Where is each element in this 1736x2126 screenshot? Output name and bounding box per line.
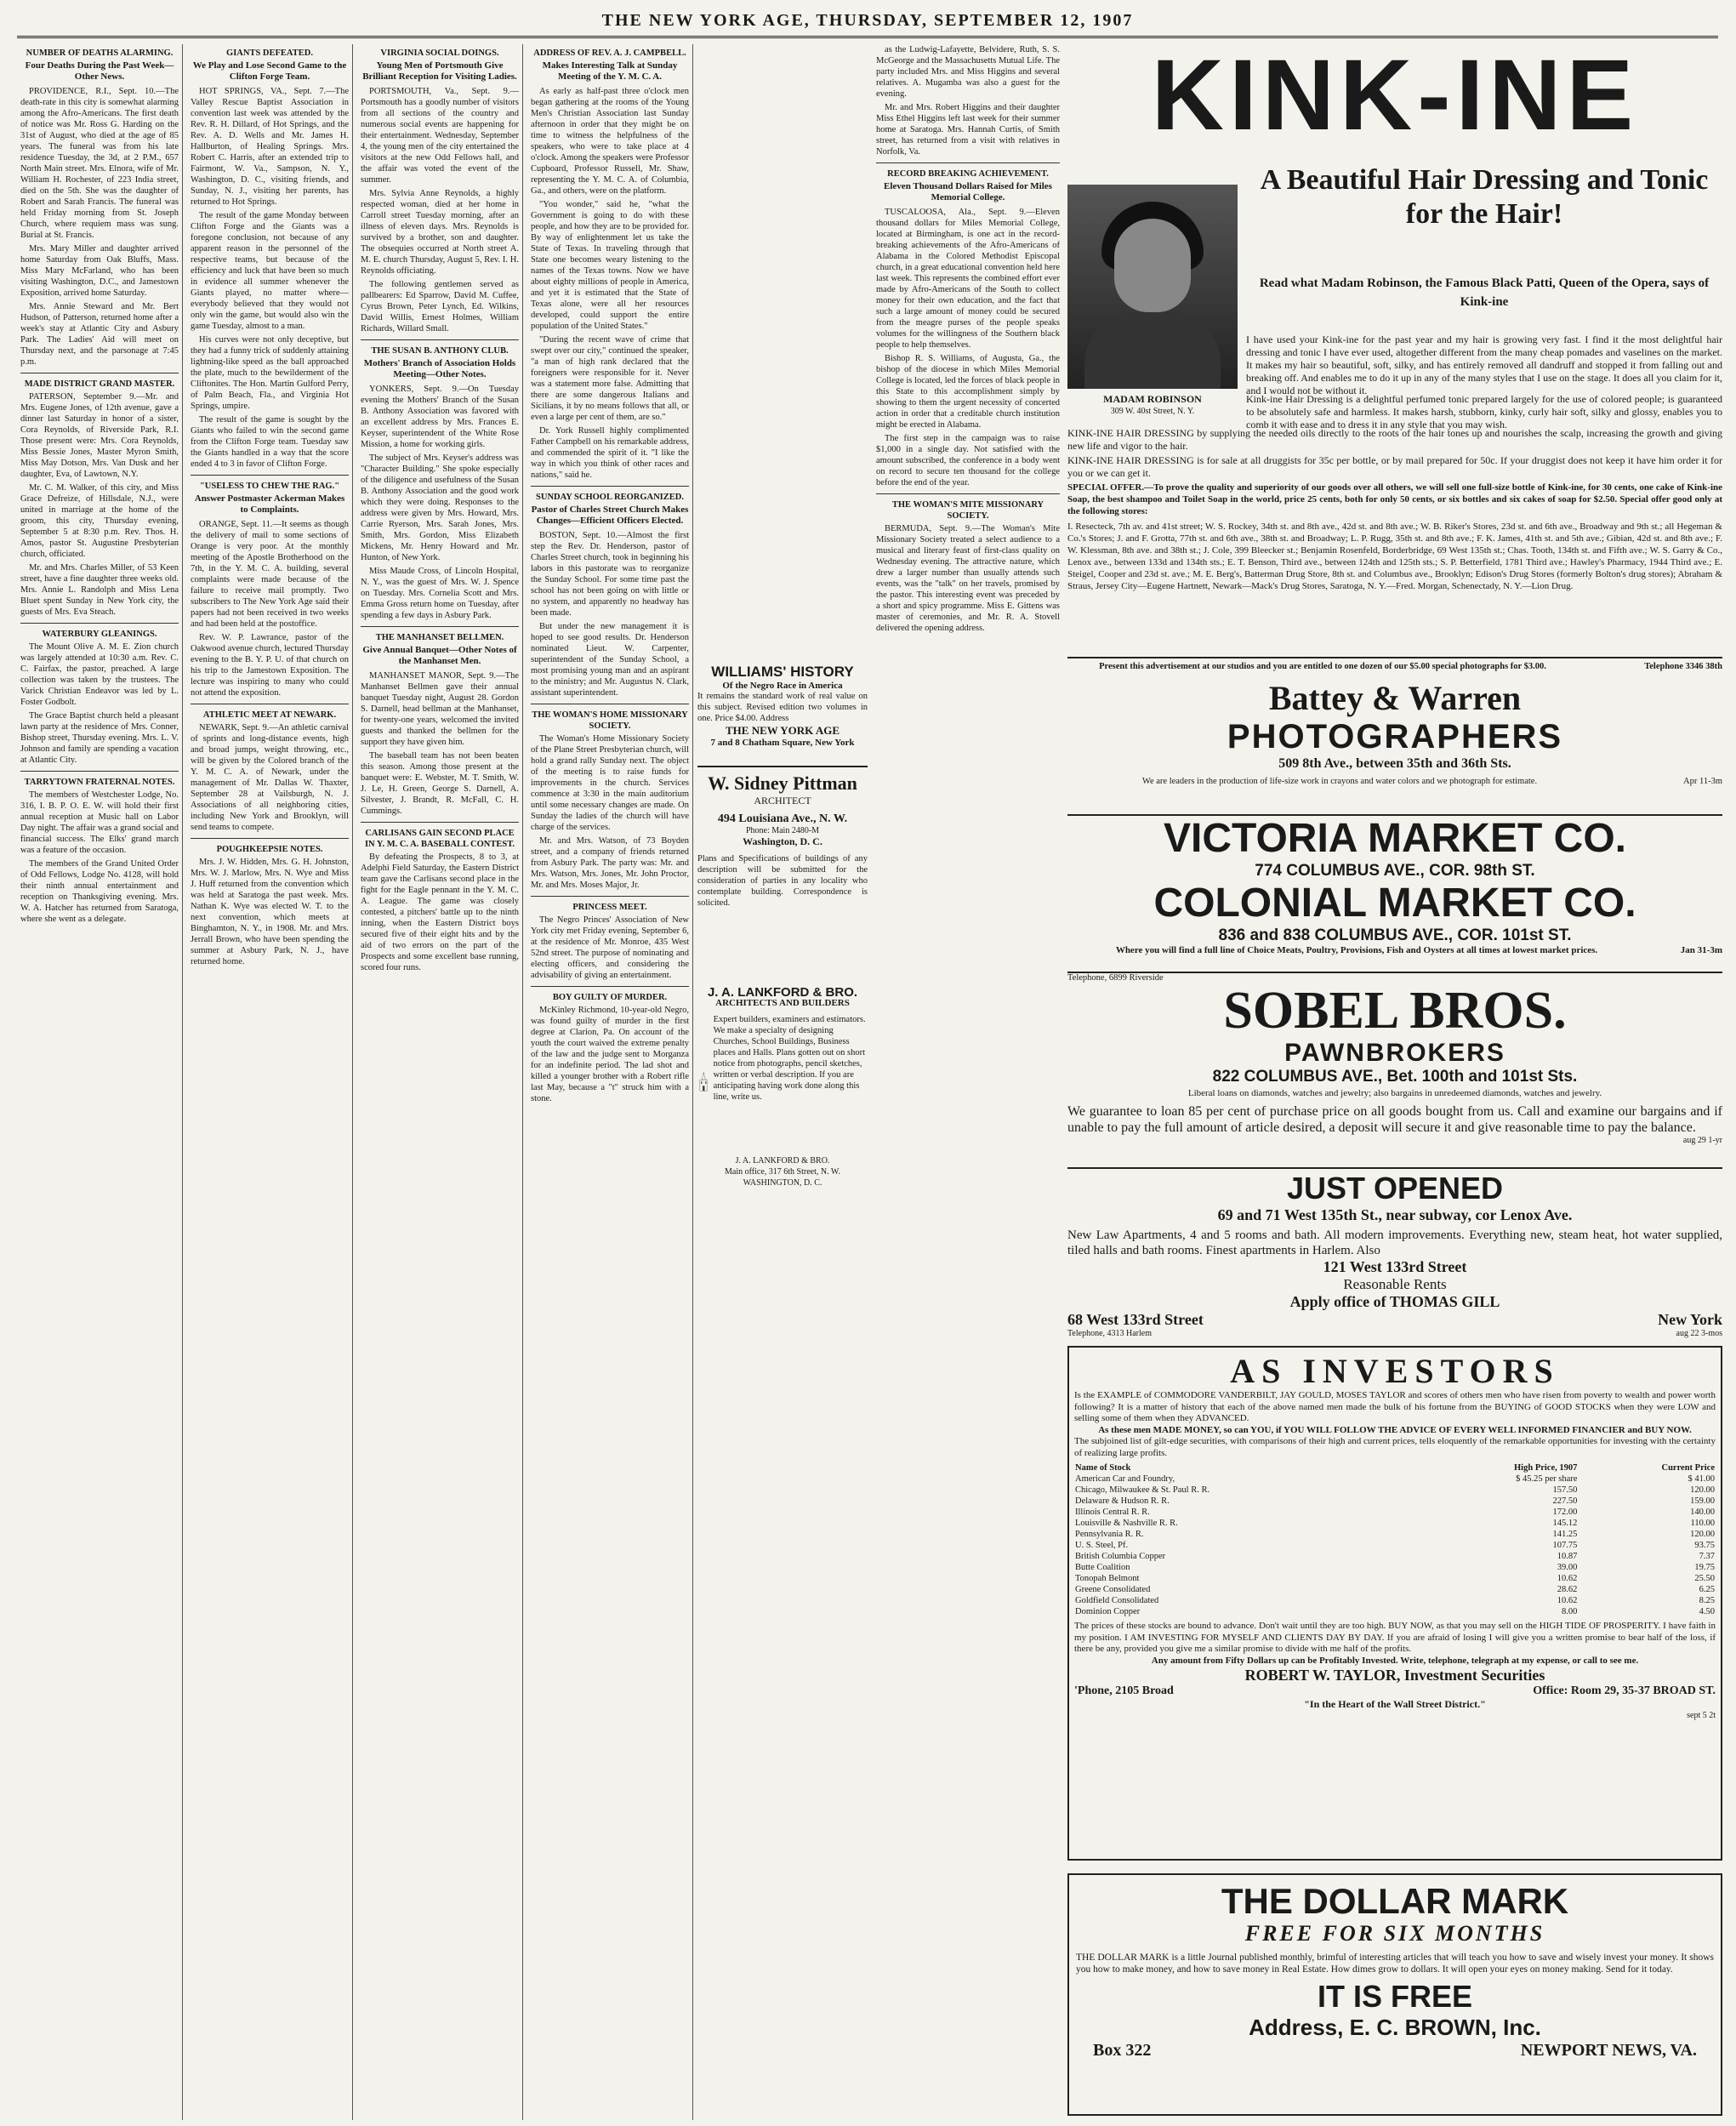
advertisements [1067,39,1722,2120]
stock-current: 110.00 [1690,1519,1715,1528]
kinkine-body3: KINK-INE HAIR DRESSING is for sale at all druggists for 35c per bottle, or by mail prepared for 50c. If your druggist does not keep it have him order it for you or we can get it. [1067,454,1722,479]
article-headline: THE MANHANSET BELLMEN. [375,633,504,642]
kinkine-stores: I. Resecteck, 7th av. and 41st street; W. S. Rockey, 34th st. and 8th ave., 42d st. and 8th ave.; W. B. Riker's Stores, 23d st. and 6th ave., Broadway and 9th st.; all Hegeman & Co.'s Stores; J. and F. Grotta, 77th st. and 6th ave., 38th st. and Broadway; L. P. Rugg, 35th st. and 8th ave.; F. K. James, 41th st. and 5th ave.; Gibian, 42d st. and 8th ave.; F. W. Klessman, 8th ave. and 38th st.; J. Cole, 399 Bleecker st.; Benjamin Rosenfeld, Borderbridge, 69 West 135th st.; Chas. Tooth, 134th st. and Fifth ave.; W. S. Garry & Co., Lenox ave., between 133d and 134th sts.; E. T. Benson, Third ave., between 124th and 125th sts.; S. P. Betterfield, 1781 Third ave.; Hawley's Pharmacy, 1944 Third ave.; E. Steigel, Cooper and 23d st. ave.; M. E. Berg's, Batterman Drug Store, 8th st. and Columbus ave., Brooklyn; Edison's Drug Stores (formerly Bolton's drug stores); Abraham & Straus, Jersey City—Eugene Hartnett, Newark—Mack's Drug Stores, Saratoga, N. Y.—Fred. Morgan, Schenectady, N. Y.—Lion Drug. [1067,522,1722,591]
opened-apply: Apply office of THOMAS GILL [1289,1293,1500,1310]
stock-name: British Columbia Copper [1075,1552,1166,1561]
sobel-title: PAWNBROKERS [1284,1039,1505,1067]
column-rule [361,339,519,340]
column-rule [20,771,179,772]
stock-current: 93.75 [1694,1541,1715,1550]
stock-high: 10.87 [1557,1552,1578,1561]
battey-phone: Telephone 3346 38th [1644,662,1722,671]
article-paragraph: Dr. York Russell highly complimented Father Campbell on his remarkable address, and commended the spirit of it. "I like the way in which you think of other races and nations," said he. [531,426,689,480]
stock-table [1074,1462,1716,1617]
article-paragraph: The subject of Mrs. Keyser's address was "Character Building." She spoke especially of the diligence and usefulness of the Susan B. Anthony Association and the good work which they were doing. Responses to the address were given by Mrs. Howard, Mrs. Carrie Ryerson, Mrs. Sarah Jones, Mrs. Smith, Mrs. Gordon, Miss Elizabeth Mickens, Mr. Henry Howard and Mr. Hunton, of New York. [361,453,519,562]
column-rule [876,493,1060,494]
investors-body2: As these men MADE MONEY, so can YOU, if YOU WILL FOLLOW THE ADVICE OF EVERY WELL INFORMED FINANCIER and BUY NOW. [1098,1424,1692,1435]
stock-col-high: High Price, 1907 [1514,1463,1578,1473]
article-headline: POUGHKEEPSIE NOTES. [216,845,323,854]
stock-high: 10.62 [1557,1596,1578,1605]
column-rule [531,486,689,487]
church-illustration-icon [697,1014,710,1150]
article-headline: PRINCESS MEET. [572,903,647,912]
investors-body: Is the EXAMPLE of COMMODORE VANDERBILT, JAY GOULD, MOSES TAYLOR and scores of others men who have risen from poverty to wealth and power worth following? It is a matter of history that each of the above named men made the bulk of his fortune from the BUYING of GOOD STOCKS when they were LOW and selling some of them when they ADVANCED. [1074,1390,1716,1423]
dollar-city: NEWPORT NEWS, VA. [1520,2041,1697,2060]
article-subhead: Young Men of Portsmouth Give Brilliant Reception for Visiting Ladies. [362,60,517,82]
article-paragraph: Mr. and Mrs. Watson, of 73 Boyden street, and a company of friends returned from Asbury Park. The party was: Mr. and Mrs. Watson, Mrs. Jones, Mr. John Proctor, Mr. and Mrs. Moses Major, Jr. [531,836,689,890]
kinkine-caption-name: MADAM ROBINSON [1103,393,1202,405]
article-subhead: Mothers' Branch of Association Holds Meeting—Other Notes. [363,358,516,379]
column-rule [361,626,519,627]
stock-col-current: Current Price [1661,1463,1715,1473]
stock-current: 6.25 [1699,1585,1715,1594]
opened-rents: Reasonable Rents [1343,1276,1447,1292]
article-headline: THE SUSAN B. ANTHONY CLUB. [371,346,509,356]
article-subhead: We Play and Lose Second Game to the Clifton Forge Team. [192,60,347,82]
article-paragraph: The members of Westchester Lodge, No. 316, I. B. P. O. E. W. will hold their first annual reception at Music hall on Labor Day night. The affair was a grand social and financial success. The Elks' grand march was a feature of the occasion. [20,790,179,855]
article-paragraph: PATERSON, September 9.—Mr. and Mrs. Eugene Jones, of 12th avenue, gave a dinner last Saturday in honor of a sister, Cora Reynolds, of Riverside Park, R.I. Those present were: Mrs. Cora Reynolds, Miss Bessie Jones, Master Myron Smith, Miss May Dotson, Mrs. Van Dusk and her daughter, Eva, of Lawtown, N.Y. [20,392,179,479]
article-headline: NUMBER OF DEATHS ALARMING. [26,48,174,58]
article-paragraph: Mrs. Mary Miller and daughter arrived home Saturday from Oak Bluffs, Mass. Miss Mary McFarland, who has been visiting Washington, D.C., and Jamestown Exposition, arrived home Saturday. [20,244,179,298]
victoria-ad [1067,814,1722,959]
williams-title: WILLIAMS' HISTORY [711,664,854,680]
article-paragraph: The following gentlemen served as pallbearers: Ed Sparrow, David M. Cuffee, Cyrus Brown, Peter Lynch, Ed. Wilkins, David Willis, Ernest Holmes, William Richards, Willard Small. [361,280,519,333]
pittman-phone: Phone: Main 2480-M [745,826,820,835]
article-headline: THE WOMAN'S MITE MISSIONARY SOCIETY. [891,500,1044,521]
williams-sub: Of the Negro Race in America [722,681,843,691]
stock-row [1074,1485,1716,1496]
opened-city: New York [1658,1311,1722,1328]
kinkine-body1: Kink-ine Hair Dressing is a delightful perfumed tonic prepared largely for the use of colored people; is guaranteed to be absolutely safe and harmless. It makes harsh, stubborn, kinky, curly hair soft, silky and glossy, enables you to comb it with ease and to dress it in any style that you may wish. [1246,393,1722,430]
article-paragraph: The baseball team has not been beaten this season. Among those present at the banquet were: E. Webster, M. T. Smith, W. J. Le, H. Green, George S. Darnell, A. Silvester, J. Brandt, R. McFall, C. H. Cummings. [361,751,519,816]
stock-current: $ 41.00 [1688,1474,1715,1484]
article-headline: "USELESS TO CHEW THE RAG." [199,482,340,491]
sobel-date: aug 29 1-yr [1682,1136,1722,1145]
article-paragraph: PORTSMOUTH, Va., Sept. 9.—Portsmouth has a goodly number of visitors from all sections of the country and numerous social events are happening for their entertainment. Wednesday, September 4, the young men of the city entertained the visitors at the new Odd Fellows hall, and the affair was voted the event of the summer. [361,87,519,185]
column-rule [20,623,179,624]
lankford-foot: J. A. LANKFORD & BRO. [735,1156,830,1166]
article-headline: CARLISANS GAIN SECOND PLACE IN Y. M. C. A. BASEBALL CONTEST. [364,829,515,849]
news-column-2 [187,44,353,2120]
dollar-box: Box 322 [1093,2041,1152,2060]
column-rule [361,822,519,823]
williams-ad [697,664,868,748]
article-headline: RECORD BREAKING ACHIEVEMENT. [887,169,1049,179]
article-subhead: Answer Postmaster Ackerman Makes to Complaints. [194,493,345,515]
sobel-ad [1067,972,1722,1159]
stock-name: U. S. Steel, Pf. [1075,1541,1129,1550]
williams-body: It remains the standard work of real value on this subject. Revised edition two volumes in one. Price $4.00. Address [697,692,868,723]
article-paragraph: The Negro Princes' Association of New York city met Friday evening, September 6, at the residence of Mr. Monroe, 435 West 52nd street. The purpose of nominating and electing officers, and considering the advisability of giving an entertainment. [531,915,689,980]
battey-ad [1067,657,1722,801]
article-paragraph: HOT SPRINGS, VA., Sept. 7.—The Valley Rescue Baptist Association in convention last week was attended by the Rev. R. H. Dillard, of Hot Springs, and the Rev. A. D. Wells and Mr. James H. Hallburton, of Healing Springs. Mrs. Robert C. Harris, after an extended trip to Fairmont, W. Va., Sampson, N. Y., Washington, D. C., visiting friends, and Sunday, N. J., visiting her parents, has returned to Hot Springs. [191,87,349,207]
article-headline: WATERBURY GLEANINGS. [42,630,157,639]
kinkine-body2: KINK-INE HAIR DRESSING by supplying the needed oils directly to the roots of the hair tones up and nourishes the scalp, increasing the growth and giving new life and vigor to the hair. [1067,427,1722,452]
stock-name: Chicago, Milwaukee & St. Paul R. R. [1075,1485,1210,1495]
pittman-title: ARCHITECT [754,795,811,807]
article-headline: BOY GUILTY OF MURDER. [552,993,668,1002]
stock-high: 141.25 [1552,1530,1578,1539]
stock-high: 157.50 [1552,1485,1578,1495]
article-paragraph: TUSCALOOSA, Ala., Sept. 9.—Eleven thousand dollars for Miles Memorial College, located at Birmingham, is one act in the record-breaking achievements of the Afro-Americans of Alabama in the Colored Methodist Episcopal church, in a great educational convention held here last week. This represents the combined effort ever made by Afro-Americans of the South to collect money for their own education, and the fact that such a large amount of money could be secured from the meagre purses of the people speaks volumes for the willingness of the Southern black people to help themselves. [876,208,1060,350]
article-paragraph: MANHANSET MANOR, Sept. 9.—The Manhanset Bellmen gave their annual banquet Tuesday night, August 28. Gordon S. Darnell, head bellman at the Manhanset, for twenty-one years, welcomed the invited guests and thanked the bellmen for the support they have given him. [361,671,519,747]
article-headline: ATHLETIC MEET AT NEWARK. [202,710,337,720]
article-headline: THE WOMAN'S HOME MISSIONARY SOCIETY. [532,710,688,731]
article-paragraph: as the Ludwig-Lafayette, Belvidere, Ruth, S. S. McGeorge and the Massachusetts Mutual Life. The party included Mrs. and Miss Higgins and several relatives. A. Mugamba was also a guest for the evening. [876,45,1060,99]
article-paragraph: The result of the game Monday between Clifton Forge and the Giants was a foregone conclusion, not because of any apparent reason in the personnel of the respective teams, but because of the efficiency and luck that have been so much in evidence all summer whenever the Giants played, no matter where—everybody believed that they would not only win the game, but would also win the game Tuesday, almost to a man. [191,211,349,331]
article-paragraph: Mr. C. M. Walker, of this city, and Miss Grace Defreize, of Hillsdale, N.J., were united in marriage at the home of the groom, this city, Thursday evening, September 5 at 8:30 p.m. Rev. Thos. H. Amos, pastor St. Augustine Presbyterian church, officiated. [20,483,179,559]
article-paragraph: Bishop R. S. Williams, of Augusta, Ga., the bishop of the diocese in which Miles Memorial College is located, led the forces of black people in this State to this accomplishment simply by showing to them the urgent necessity of concerted action in order that a creditable church institution might be erected in Alabama. [876,354,1060,430]
opened-address: 69 and 71 West 135th St., near subway, cor Lenox Ave. [1217,1206,1573,1223]
lankford-name: J. A. LANKFORD & BRO. [707,985,858,1000]
article-paragraph: The first step in the campaign was to raise $1,000 in a single day. Not satisfied with the amount subscribed, the conference in a body went on record to secure ten thousand for the college before the end of the year. [876,434,1060,487]
stock-row [1074,1595,1716,1606]
madam-robinson-portrait [1067,185,1238,389]
stock-name: Tonopah Belmont [1075,1574,1140,1583]
stock-name: Greene Consolidated [1075,1585,1151,1594]
stock-current: 140.00 [1690,1508,1715,1517]
article-paragraph: The Grace Baptist church held a pleasant lawn party at the residence of Mrs. Conner, Bishop street, Thursday evening. Mrs. L. V. Johnson and family are spending a vacation at Atlantic City. [20,711,179,765]
stock-row [1074,1540,1716,1551]
stock-row [1074,1518,1716,1529]
pittman-address: 494 Louisiana Ave., N. W. [717,812,848,825]
investors-name: ROBERT W. TAYLOR, Investment Securities [1244,1667,1545,1684]
stock-name: Dominion Copper [1075,1607,1141,1616]
opened-street: 121 West 133rd Street [1323,1258,1467,1275]
stock-name: Illinois Central R. R. [1075,1508,1150,1517]
victoria-line3: COLONIAL MARKET CO. [1153,881,1636,926]
victoria-line2: 774 COLUMBUS AVE., COR. 98th ST. [1255,862,1535,880]
article-paragraph: BERMUDA, Sept. 9.—The Woman's Mite Missionary Society treated a select audience to a musical and literary feast of first-class quality on Wednesday evening. The attractive nature, which drew a larger number than usually attends such events, was the "talk" on her travels, promised by the pastor. This interesting event was preceded by a short and spicy programme. Miss E. Gittens was master of ceremonies, and Mr. R. A. Stovell delivered the opening address. [876,524,1060,633]
stock-current: 120.00 [1690,1485,1715,1495]
article-paragraph: Mr. and Mrs. Charles Miller, of 53 Keen street, have a fine daughter three weeks old. Mrs. Annie L. Randolph and Miss Lena Bluet spent Sunday in New York city, the guests of Mrs. Eva Steach. [20,563,179,617]
williams-address: 7 and 8 Chatham Square, New York [710,738,855,748]
lankford-ad [697,987,868,1302]
article-paragraph: Mrs. Annie Steward and Mr. Bert Hudson, of Patterson, returned home after a week's stay at Atlantic City and Asbury Park. The Ladies' Aid will meet on Thursday next, and the parsonage at 7:45 p.m. [20,302,179,367]
article-headline: SUNDAY SCHOOL REORGANIZED. [536,493,684,502]
article-headline: GIANTS DEFEATED. [226,48,313,58]
stock-high: 8.00 [1562,1607,1578,1616]
kinkine-ad [1067,39,1722,640]
article-paragraph: Mr. and Mrs. Robert Higgins and their daughter Miss Ethel Higgins left last week for their summer home at Saratoga. Mrs. Hannah Curtis, of Smith street, has returned from a visit with relatives in Norfolk, Va. [876,103,1060,157]
article-headline: ADDRESS OF REV. A. J. CAMPBELL. [533,48,686,58]
article-subhead: Eleven Thousand Dollars Raised for Miles Memorial College. [884,181,1052,202]
article-paragraph: The result of the game is sought by the Giants who failed to win the second game from the Clifton Forge team. Tuesday saw the Giants handled in a way that the score ended 4 to 3 in favor of Clifton Forge. [191,415,349,469]
dollar-ad [1067,1873,1722,2116]
battey-address: 509 8th Ave., between 35th and 36th Sts. [1278,756,1511,771]
stock-name: Butte Coalition [1075,1563,1130,1572]
pittman-city: Washington, D. C. [743,835,822,847]
stock-name: Goldfield Consolidated [1075,1596,1159,1605]
stock-high: 39.00 [1557,1563,1578,1572]
opened-addr2: 68 West 133rd Street [1067,1311,1204,1328]
article-paragraph: By defeating the Prospects, 8 to 3, at Adelphi Field Saturday, the Eastern District team gave the Carlisans second place in the fight for the Eagle pennant in the Y. M. C. A. League. The game was closely contested, a pitchers' battle up to the ninth inning, when the Eastern District boys secured five of their eight hits and by the aid of two errors on the part of the Prospects and some excellent base running, scored four runs. [361,852,519,972]
battey-name: Battey & Warren [1268,679,1522,717]
stock-high: $ 45.25 per share [1516,1474,1578,1484]
article-paragraph: YONKERS, Sept. 9.—On Tuesday evening the Mothers' Branch of the Susan B. Anthony Association was favored with an excellent address by Mrs. Frances E. Keyser, superintendent of the White Rose Mission, a home for working girls. [361,385,519,449]
column-rule [191,838,349,839]
stock-name: Louisville & Nashville R. R. [1075,1519,1178,1528]
opened-title: JUST OPENED [1286,1171,1504,1205]
dollar-body: THE DOLLAR MARK is a little Journal published monthly, brimful of interesting articles that will teach you how to save and wisely invest your money. It shows you how to make money, and how to save money in Real Estate. How dimes grow to dollars. It will open your eyes on money making. Send for it today. [1076,1952,1714,1975]
battey-note: We are leaders in the production of life-size work in crayons and water colors and we photograph for estimate. [1141,777,1538,786]
article-paragraph: As early as half-past three o'clock men began gathering at the rooms of the Young Men's Christian Association last Sunday afternoon in order that they might be on time to witness the helpfulness of the speakers, who were to take place at 4 o'clock. Among the speakers were Professor Cupboard, Professor Russell, Mr. Shaw, representing the Y. M. C. A. of Columbia, Ga., and others, were on the platform. [531,87,689,196]
stock-row [1074,1496,1716,1507]
article-paragraph: PROVIDENCE, R.I., Sept. 10.—The death-rate in this city is somewhat alarming among the Afro-Americans. The first death of notice was Mr. Ross G. Harding on the 31st of August, who died at the age of 85 years. The funeral was from his late residence Tuesday, the 3d, at 2 P.M., 657 North Main street. Mrs. Elnora, wife of Mr. William H. Rochester, of 223 India street, died on the 5th. She was the daughter of Robert and Sarah Francis. The funeral was held Friday morning from St. Joseph Church, where requiem mass was sung. Burial at St. Francis. [20,87,179,240]
dollar-title: THE DOLLAR MARK [1221,1881,1569,1921]
lankford-foot2: Main office, 317 6th Street, N. W. [725,1167,840,1177]
stock-current: 120.00 [1690,1530,1715,1539]
investors-body4: The prices of these stocks are bound to advance. Don't wait until they are too high. BUY NOW, as that you may sell on the HIGH TIDE OF PROSPERITY. I have faith in my position. I AM INVESTING FOR MYSELF AND CLIENTS DAY BY DAY. If you are afraid of losing I will give you a written promise to bear half of the loss, if there be any, provided you give me a similar promise to divide with me half of the profits. [1074,1621,1716,1654]
investors-phone: 'Phone, 2105 Broad [1074,1684,1174,1697]
sobel-body: We guarantee to loan 85 per cent of purchase price on all goods bought from us. Call and examine our bargains and if unable to pay the full amount of article desired, a deposit will secure it and give reasonable time to pay the balance. [1067,1104,1722,1135]
stock-row [1074,1551,1716,1562]
masthead [17,5,1718,38]
article-paragraph: Miss Maude Cross, of Lincoln Hospital, N. Y., was the guest of Mrs. W. J. Spence on Tuesday. Mrs. Cornelia Scott and Mrs. Emma Gross return home on Tuesday, after spending a few days in Asbury Park. [361,567,519,620]
news-column-1 [17,44,183,2120]
opened-phone: Telephone, 4313 Harlem [1067,1329,1152,1338]
sobel-name: SOBEL BROS. [1223,982,1567,1040]
dollar-sub: FREE FOR SIX MONTHS [1244,1921,1545,1946]
stock-high: 28.62 [1557,1585,1578,1594]
article-subhead: Give Annual Banquet—Other Notes of the Manhanset Men. [362,645,517,666]
lankford-body: Expert builders, examiners and estimators. We make a specialty of designing Churches, School Buildings, Business places and Halls. Plans gotten out on short notice from photographs, pencil sketches, written or verbal description. If you are anticipating having work done along this line, write us. [713,1015,866,1102]
pittman-body: Plans and Specifications of buildings of any description will be submitted for the consideration of parties in any locality who contemplate building. Correspondence is solicited. [697,854,868,908]
stock-row [1074,1507,1716,1518]
article-subhead: Pastor of Charles Street Church Makes Changes—Efficient Officers Elected. [531,504,689,526]
dollar-address: Address, E. C. BROWN, Inc. [1249,2015,1541,2040]
column-rule [531,896,689,897]
sobel-phone: Telephone, 6899 Riverside [1067,973,1164,983]
article-paragraph: The members of the Grand United Order of Odd Fellows, Lodge No. 4128, will hold their ninth annual entertainment and reception on Thanksgiving evening. Mrs. W. A. Hatcher has returned from Saratoga, where she went as a delegate. [20,859,179,924]
lankford-sub: ARCHITECTS AND BUILDERS [715,998,850,1008]
column-rule [876,162,1060,163]
sobel-address: 822 COLUMBUS AVE., Bet. 100th and 101st Sts. [1212,1068,1578,1086]
column-rule [191,475,349,476]
investors-date: sept 5 2t [1687,1711,1716,1720]
article-headline: TARRYTOWN FRATERNAL NOTES. [24,778,175,787]
article-paragraph: "You wonder," said he, "what the Government is going to do with these people, and how they are to be provided for. By way of enlightenment let us take the State of Texas. In traveling through that State one becomes weary listening to the names of the Texas towns. Now we have about eighty millions of people in America, and yet it is estimated that the State of Texas alone, were all her resources developed, could support the entire population of the United States." [531,200,689,331]
opened-date: aug 22 3-mos [1676,1329,1722,1338]
news-column-4 [527,44,693,2120]
pittman-name: W. Sidney Pittman [708,772,857,794]
investors-ad [1067,1346,1722,1861]
article-paragraph: Rev. W. P. Lawrance, pastor of the Oakwood avenue church, lectured Thursday evening to the B. Y. P. U. of that church on his trip to the Jamestown Exposition. The lecture was inspiring to many who could not attend the exposition. [191,633,349,698]
column-rule [531,986,689,987]
stock-name: Delaware & Hudson R. R. [1075,1496,1170,1506]
news-column-3 [357,44,523,2120]
lankford-foot3: WASHINGTON, D. C. [743,1178,822,1188]
battey-title: PHOTOGRAPHERS [1227,718,1563,755]
battey-date: Apr 11-3m [1683,777,1722,786]
kinkine-brand: KINK-INE [1151,39,1639,151]
kinkine-testimonial: I have used your Kink-ine for the past year and my hair is growing very fast. I find it the most delightful hair dressing and tonic I have ever used, altogether different from the many cheap pomades and vaselines on the market. It makes my hair so beautiful, soft, silky, and has entirely removed all dandruff and stopped it from falling out and breaking off. And enables me to do it up in any of the many styles that I use on the stage. It does all you claim for it, and I would not be without it. [1246,333,1722,396]
stock-current: 8.25 [1699,1596,1715,1605]
sobel-line: Liberal loans on diamonds, watches and jewelry; also bargains in unredeemed diamonds, watches and jewelry. [1187,1088,1602,1098]
stock-current: 4.50 [1699,1607,1715,1616]
investors-office: Office: Room 29, 35-37 BROAD ST. [1533,1684,1716,1697]
article-paragraph: Mrs. J. W. Hidden, Mrs. G. H. Johnston, Mrs. W. J. Marlow, Mrs. N. Wye and Miss J. Huff returned from the convention which was held at Saratoga the past week. Mrs. Nathan K. Wye was elected W. T. to the next convention, which meets at Binghamton, N. Y., in 1908. Mr. and Mrs. Jerrall Brown, who have been spending the summer at Asbury Park, N. J., have returned home. [191,858,349,966]
stock-row [1074,1473,1716,1485]
stock-high: 227.50 [1552,1496,1578,1506]
stock-high: 10.62 [1557,1574,1578,1583]
stock-current: 7.37 [1699,1552,1715,1561]
news-columns [17,44,1063,2120]
stock-name: American Car and Foundry, [1075,1474,1175,1484]
article-headline: VIRGINIA SOCIAL DOINGS. [380,48,499,58]
article-paragraph: The Woman's Home Missionary Society of the Plane Street Presbyterian church, will hold a grand rally Sunday next. The object of the meeting is to raise funds for improvements in the church. Services commence at 3:30 in the main auditorium until some necessary changes are made. On Sunday the ladies of the church will have charge of the services. [531,734,689,832]
article-headline: MADE DISTRICT GRAND MASTER. [24,379,175,389]
stock-current: 19.75 [1694,1563,1715,1572]
stock-current: 159.00 [1690,1496,1715,1506]
victoria-line5: Where you will find a full line of Choice Meats, Poultry, Provisions, Fish and Oysters at all times at lowest market prices. [1115,945,1598,955]
victoria-line4: 836 and 838 COLUMBUS AVE., COR. 101st ST. [1218,926,1572,944]
victoria-line1: VICTORIA MARKET CO. [1163,816,1626,861]
opened-body: New Law Apartments, 4 and 5 rooms and bath. All modern improvements. Everything new, steam heat, hot water supplied, tiled halls and bath rooms. Finest apartments in Harlem. Also [1067,1228,1722,1257]
article-paragraph: ORANGE, Sept. 11.—It seems as though the delivery of mail to some sections of Orange is very poor. At the monthly meeting of the Apostle Brotherhood on the 7th, in the Y. M. C. A. building, several complaints were made because of the failure to receive mail promptly. Two subscribers to The New York Age said their papers had not been received in two weeks and had been held at the postoffice. [191,520,349,629]
article-paragraph: The Mount Olive A. M. E. Zion church was largely attended at 10:30 a.m. Rev. C. C. Fairfax, the pastor, preached. A large collection was taken by the trustees. The Varick Christian Endeavor was led by L. Foster Godbolt. [20,642,179,707]
kinkine-special: SPECIAL OFFER.—To prove the quality and superiority of our goods over all others, we will sell one full-size bottle of Kink-ine, for 30 cents, one cake of Kink-ine Soap, the best shampoo and Toilet Soap in the world, price 25 cents, both for only 50 cents, or six bottles and six cakes of soap for $2.50. Special offer good only at the following stores: [1067,482,1722,516]
stock-current: 25.50 [1694,1574,1715,1583]
stock-row [1074,1573,1716,1584]
stock-col-name: Name of Stock [1075,1463,1131,1473]
stock-name: Pennsylvania R. R. [1075,1530,1144,1539]
article-paragraph: His curves were not only deceptive, but they had a funny trick of suddenly attaining lightning-like speed as the ball approached the plate, much to the bewilderment of the Cliftonites. The Hon. Martin Gulford Perry, of Palm Beach, Fla., and Virginia Hot Springs, umpire. [191,335,349,411]
masthead-text: THE NEW YORK AGE, THURSDAY, SEPTEMBER 12, 1907 [601,10,1134,30]
battey-topline: Present this advertisement at our studios and you are entitled to one dozen of our $5.00 special photographs for $3.00. [1099,662,1546,671]
stock-row [1074,1562,1716,1573]
stock-high: 145.12 [1552,1519,1578,1528]
williams-publisher: THE NEW YORK AGE [726,724,840,737]
investors-title: AS INVESTORS [1230,1352,1560,1390]
article-paragraph: McKinley Richmond, 10-year-old Negro, was found guilty of murder in the first degree at Clarion, Pa. On account of the youth the court waived the extreme penalty of the law and the judge sent to Morganza for an indefinite period. The lad shot and killed a younger brother with a Robert rifle last May, because a "t" struck him with a stone. [531,1006,689,1103]
kinkine-headline: A Beautiful Hair Dressing and Tonic for the Hair! [1260,164,1709,230]
investors-body5: Any amount from Fifty Dollars up can be Profitably Invested. Write, telephone, telegraph at my expense, or call to see me. [1151,1655,1639,1666]
victoria-date: Jan 31-3m [1680,945,1722,955]
article-paragraph: NEWARK, Sept. 9.—An athletic carnival of sprints and long-distance events, high and broad jumps, weight throwing, etc., will be given by the Colored branch of the Y. M. C. A. of Newark, under the management of Mr. Dallas W. Thaxter, September 28 at Vailsburgh, N. J. Associations of all neighboring cities, including New York and Brooklyn, will send teams to compete. [191,723,349,832]
opened-ad [1067,1167,1722,1337]
article-subhead: Four Deaths During the Past Week—Other News. [25,60,174,82]
investors-tag: "In the Heart of the Wall Street District." [1304,1698,1486,1710]
stock-high: 107.75 [1552,1541,1578,1550]
stock-high: 172.00 [1552,1508,1578,1517]
article-paragraph: "During the recent wave of crime that swept over our city," continued the speaker, "a man of high rank declared that the foreigners were responsible for it. Never was a statement more false. Admitting that there are some dangerous Italians and Sicilians, it by no means follows that all, or even a large per cent of them, are so." [531,335,689,422]
kinkine-subhead: Read what Madam Robinson, the Famous Black Patti, Queen of the Opera, says of Kink-ine [1259,276,1710,309]
kinkine-caption-addr: 309 W. 40st Street, N. Y. [1110,407,1195,416]
article-subhead: Makes Interesting Talk at Sunday Meeting of the Y. M. C. A. [542,60,678,82]
stock-row [1074,1606,1716,1617]
stock-row [1074,1529,1716,1540]
article-paragraph: BOSTON, Sept. 10.—Almost the first step the Rev. Dr. Henderson, pastor of Charles Street church, took in beginning his labors in this pastorate was to reorganize the Sunday School. For some time past the school has not been going on with little or no system, and apparently no headway has been made. [531,531,689,618]
dollar-free: IT IS FREE [1317,1979,1473,2014]
stock-row [1074,1584,1716,1595]
investors-body3: The subjoined list of gilt-edge securities, with comparisons of their high and current prices, tells eloquently of the remarkable opportunities for investing with the certainty of realizing large profits. [1074,1436,1716,1458]
article-paragraph: Mrs. Sylvia Anne Reynolds, a highly respected woman, died at her home in Carroll street Tuesday morning, after an illness of eleven days. Mrs. Reynolds is survived by a brother, son and daughter. The obsequies occurred at North street A. M. E. church Thursday, August 5, Rev. I. H. Reynolds officiating. [361,189,519,276]
article-paragraph: But under the new management it is hoped to see good results. Dr. Henderson nominated Lieut. W. Carpenter, superintendent of the Sunday School, a most promising young man and an aspirant to the ministry; and Mr. Augustus N. Clark, assistant superintendent. [531,622,689,698]
pittman-ad [697,766,868,909]
